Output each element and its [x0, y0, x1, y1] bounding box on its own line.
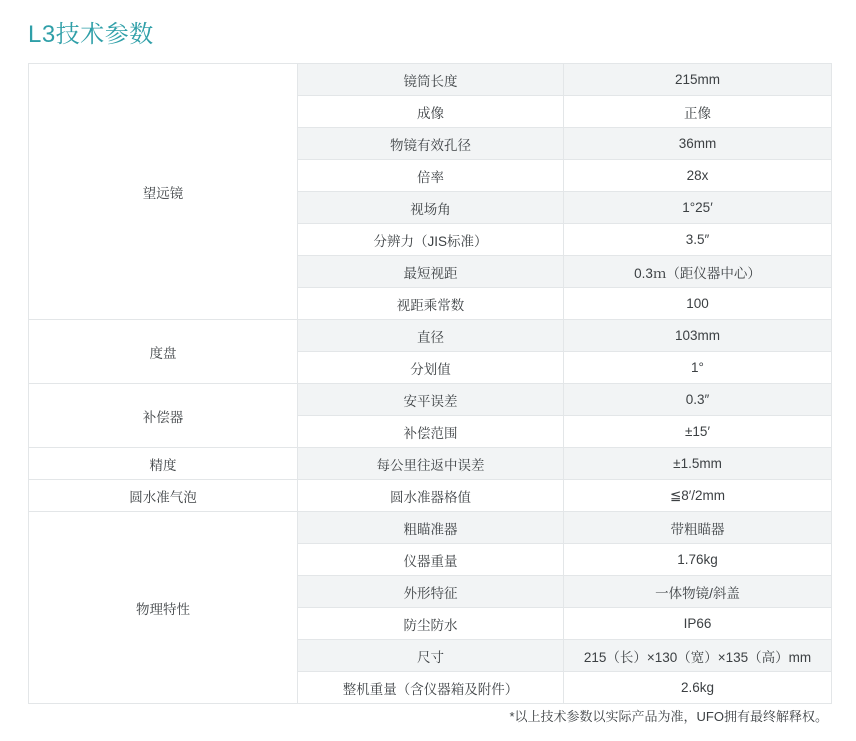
- param-cell: 镜筒长度: [298, 64, 564, 96]
- param-cell: 倍率: [298, 160, 564, 192]
- param-cell: 外形特征: [298, 576, 564, 608]
- value-cell: 1°25′: [564, 192, 832, 224]
- spec-table-container: [28, 63, 828, 704]
- param-cell: 视距乘常数: [298, 288, 564, 320]
- table-row: [29, 448, 832, 480]
- param-cell: 成像: [298, 96, 564, 128]
- footnote: *以上技术参数以实际产品为准，UFO拥有最终解释权。: [509, 709, 828, 724]
- value-cell: 带粗瞄器: [564, 512, 832, 544]
- value-cell: 1.76kg: [564, 544, 832, 576]
- value-cell: 0.3″: [564, 384, 832, 416]
- value-cell: 215（长）×130（宽）×135（高）mm: [564, 640, 832, 672]
- param-cell: 粗瞄准器: [298, 512, 564, 544]
- param-cell: 补偿范围: [298, 416, 564, 448]
- value-cell: ≦8′/2mm: [564, 480, 832, 512]
- group-cell: 补偿器: [29, 384, 298, 448]
- group-cell: 度盘: [29, 320, 298, 384]
- value-cell: 215mm: [564, 64, 832, 96]
- table-row: [29, 480, 832, 512]
- table-row: [29, 512, 832, 544]
- value-cell: 103mm: [564, 320, 832, 352]
- spec-table-body: [29, 64, 832, 704]
- param-cell: 仪器重量: [298, 544, 564, 576]
- param-cell: 直径: [298, 320, 564, 352]
- value-cell: IP66: [564, 608, 832, 640]
- param-cell: 物镜有效孔径: [298, 128, 564, 160]
- value-cell: 36mm: [564, 128, 832, 160]
- value-cell: 一体物镜/斜盖: [564, 576, 832, 608]
- param-cell: 安平误差: [298, 384, 564, 416]
- value-cell: 2.6kg: [564, 672, 832, 704]
- value-cell: 正像: [564, 96, 832, 128]
- group-cell: 精度: [29, 448, 298, 480]
- param-cell: 尺寸: [298, 640, 564, 672]
- group-cell: 圆水准气泡: [29, 480, 298, 512]
- param-cell: 每公里往返中误差: [298, 448, 564, 480]
- param-cell: 整机重量（含仪器箱及附件）: [298, 672, 564, 704]
- table-row: [29, 384, 832, 416]
- group-cell: 望远镜: [29, 64, 298, 320]
- param-cell: 分划值: [298, 352, 564, 384]
- table-row: [29, 64, 832, 96]
- value-cell: 100: [564, 288, 832, 320]
- spec-table: [28, 63, 832, 704]
- table-row: [29, 320, 832, 352]
- param-cell: 最短视距: [298, 256, 564, 288]
- value-cell: 1°: [564, 352, 832, 384]
- page-title: L3技术参数: [28, 21, 154, 48]
- value-cell: 0.3ｍ（距仪器中心）: [564, 256, 832, 288]
- param-cell: 防尘防水: [298, 608, 564, 640]
- param-cell: 视场角: [298, 192, 564, 224]
- value-cell: 3.5″: [564, 224, 832, 256]
- value-cell: 28x: [564, 160, 832, 192]
- param-cell: 圆水准器格值: [298, 480, 564, 512]
- value-cell: ±1.5mm: [564, 448, 832, 480]
- param-cell: 分辨力（JIS标准）: [298, 224, 564, 256]
- group-cell: 物理特性: [29, 512, 298, 704]
- value-cell: ±15′: [564, 416, 832, 448]
